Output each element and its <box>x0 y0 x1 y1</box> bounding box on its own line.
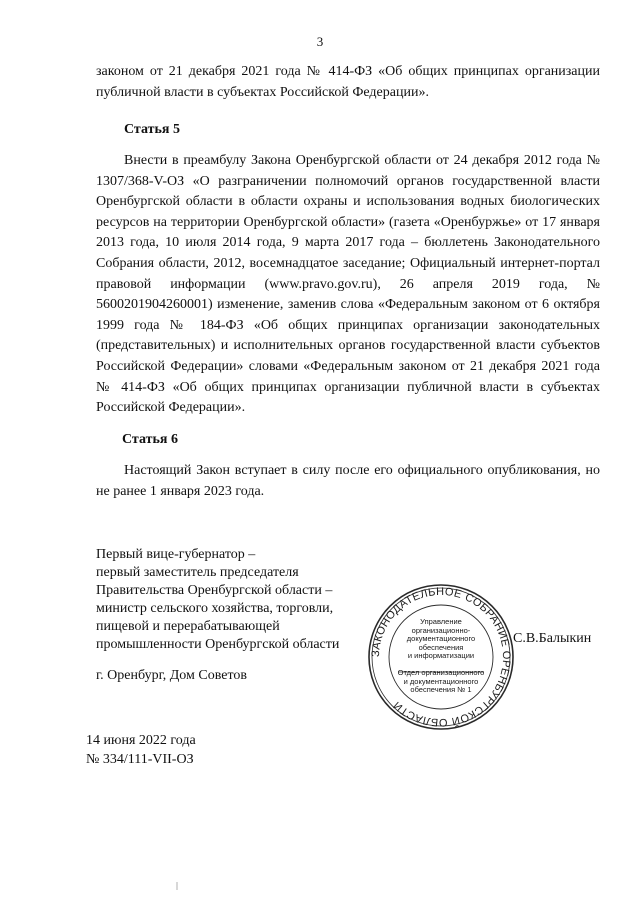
scan-mark <box>176 882 178 890</box>
signatory-name: С.В.Балыкин <box>513 631 592 646</box>
stamp-inner-line: и информатизации <box>407 651 475 661</box>
page-number: 3 <box>316 34 324 49</box>
stamp-inner-text <box>396 618 486 695</box>
stamp-ring-text: ЗАКОНОДАТЕЛЬНОЕ СОБРАНИЕ ОРЕНБУРГСКОЙ ОБЛАСТИ <box>369 585 513 729</box>
article-6-heading: Статья 6 <box>122 432 178 447</box>
signatory-title-line: Первый вице-губернатор – <box>96 547 256 562</box>
signatory-title <box>96 546 376 654</box>
signatory-title-line: пищевой и перерабатывающей <box>96 619 280 634</box>
date-and-number <box>86 731 196 769</box>
stamp-department-line: и документационного <box>403 676 479 686</box>
signatory-title-line: первый заместитель председателя <box>96 565 299 580</box>
article-5-heading: Статья 5 <box>124 122 180 137</box>
law-number: № 334/111-VII-ОЗ <box>86 752 194 767</box>
signatory-title-line: министр сельского хозяйства, торговли, <box>96 601 334 616</box>
signatory-title-line: Правительства Оренбургской области – <box>96 583 333 598</box>
stamp-inner-line: Управление <box>420 617 462 626</box>
article-5-text: Внести в преамбулу Закона Оренбургской области от 24 декабря 2012 года № 1307/368-V-ОЗ «О разграничении полномочий органов государственной власти Оренбургской области в области охраны и использования водных биологических ресурсов на территории Оренбургской области» (газета «Оренбуржье» от 17 января 2013 года, 10 июля 2014 года, 9 марта 2017 года – бюллетень Законодательного Собрания области, 2012, восемнадцатое заседание; Официальный интернет-портал правовой информации (www.pravo.gov.ru), 26 апреля 2019 года, № 5600201904260001) изменение, заменив слова «Федеральным законом от 6 октября 1999 года № 184-ФЗ «Об общих принципах организации законодательных (представительных) и исполнительных органов государственной власти субъектов Российской Федерации» словами «Федеральным законом от 21 декабря 2021 года № 414-ФЗ «Об общих принципах организации публичной власти в субъектах Российской Федерации». <box>96 153 600 416</box>
place-of-signing: г. Оренбург, Дом Советов <box>96 668 247 683</box>
stamp-inner-line: документационного <box>406 634 476 644</box>
intro-paragraph: законом от 21 декабря 2021 года № 414-ФЗ «Об общих принципах организации публичной власти в субъектах Российской Федерации». <box>96 64 600 100</box>
stamp-inner-line: организационно- <box>411 625 471 635</box>
article-6-text: Настоящий Закон вступает в силу после его официального опубликования, но не ранее 1 января 2023 года. <box>96 463 600 499</box>
stamp-inner-line: обеспечения <box>418 642 464 652</box>
signatory-title-line: промышленности Оренбургской области <box>96 637 340 652</box>
stamp-department-number: обеспечения № 1 <box>410 685 472 695</box>
stamp-department-line: Отдел организационного <box>397 667 485 677</box>
signing-date: 14 июня 2022 года <box>86 733 196 748</box>
